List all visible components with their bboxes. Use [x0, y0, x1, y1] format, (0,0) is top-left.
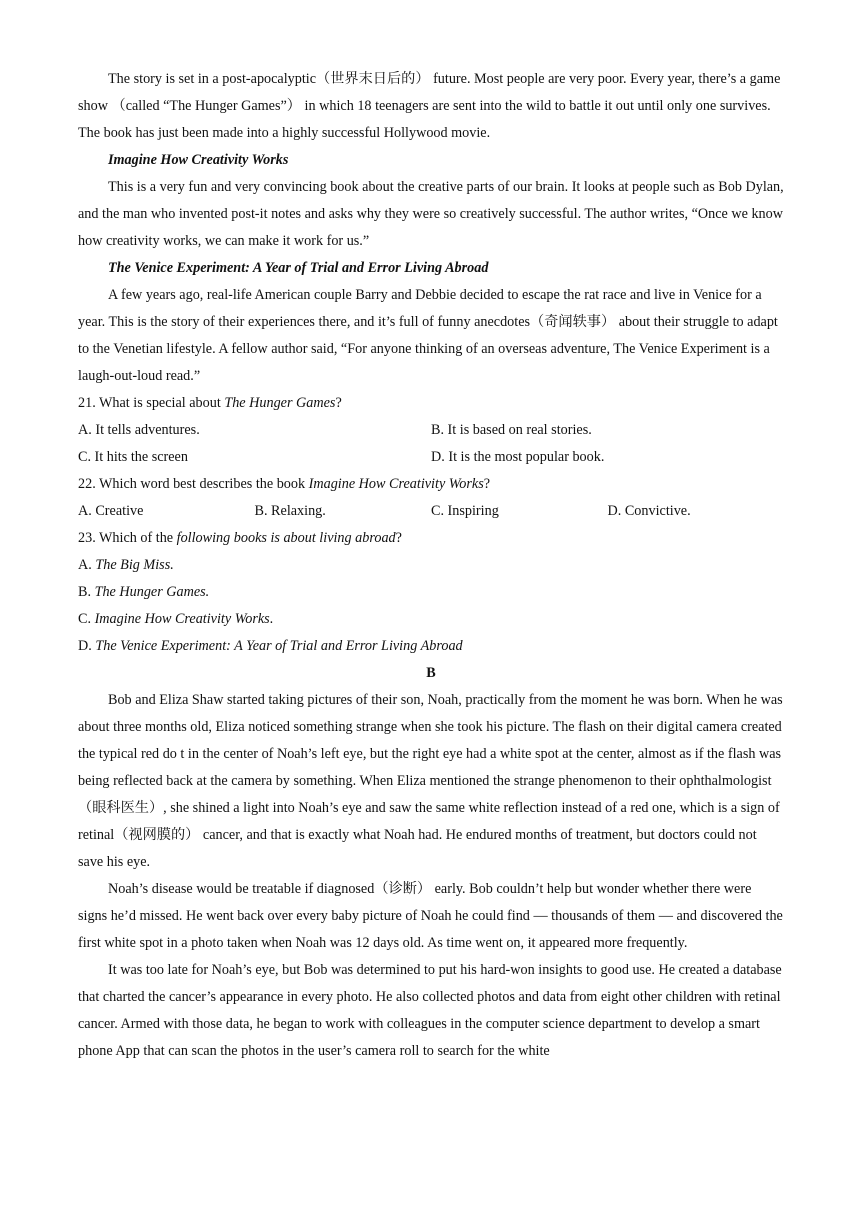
question-23-suffix: ? [395, 530, 402, 546]
option-21-b: B. It is based on real stories. [431, 422, 592, 438]
section-b-label: B [426, 665, 436, 681]
option-23-a-label: A. [78, 557, 96, 573]
question-23-italic: following books is about living abroad [176, 530, 396, 546]
question-23 [78, 525, 784, 552]
question-21 [78, 390, 784, 417]
book-heading-imagine: Imagine How Creativity Works [108, 152, 289, 168]
question-21-suffix: ? [335, 395, 342, 411]
option-23-b-text: The Hunger Games. [94, 584, 210, 600]
option-22-c: C. Inspiring [431, 503, 499, 519]
question-22-title: Imagine How Creativity Works [308, 476, 484, 492]
question-21-options-row-1 [78, 417, 784, 444]
option-23-d-label: D. [78, 638, 96, 654]
passage-a-paragraph-1: The story is set in a post-apocalyptic（世界末日后的） future. Most people are very poor. Every year, there’s a game show （called “The Hunger Games”） in which 18 teenagers are sent into the wild to battle it out until only one survives. The book has just been made into a highly successful Hollywood movie. [78, 71, 781, 141]
question-21-prefix: 21. What is special about [78, 395, 225, 411]
document-page [78, 66, 784, 1065]
option-23-c-text: Imagine How Creativity Works [94, 611, 270, 627]
option-21-d: D. It is the most popular book. [431, 449, 605, 465]
passage-b-paragraph-1: Bob and Eliza Shaw started taking pictures of their son, Noah, practically from the moment he was born. When he was about three months old, Eliza noticed something strange when she took his picture. The flash on their digital camera created the typical red do t in the center of Noah’s left eye, but the right eye had a white spot at the center, almost as if the flash was being reflected back at the camera by something. When Eliza mentioned the strange phenomenon to their ophthalmologist（眼科医生）, she shined a light into Noah’s eye and saw the same white reflection instead of a red one, which is a sign of retinal（视网膜的） cancer, and that is exactly what Noah had. He endured months of treatment, but doctors could not save his eye. [78, 692, 783, 870]
option-23-c-label: C. [78, 611, 95, 627]
question-22-prefix: 22. Which word best describes the book [78, 476, 309, 492]
option-23-c-suffix: . [269, 611, 274, 627]
option-21-a: A. It tells adventures. [78, 422, 200, 438]
passage-a-paragraph-2: This is a very fun and very convincing book about the creative parts of our brain. It looks at people such as Bob Dylan, and the man who invented post-it notes and asks why they were so creatively successful. The author writes, “Once we know how creativity works, we can make it work for us.” [78, 179, 784, 249]
question-23-prefix: 23. Which of the [78, 530, 177, 546]
option-21-c: C. It hits the screen [78, 449, 188, 465]
option-23-d [78, 633, 784, 660]
question-22 [78, 471, 784, 498]
option-22-d: D. Convictive. [607, 503, 691, 519]
question-22-suffix: ? [483, 476, 491, 492]
option-23-b [78, 579, 784, 606]
question-21-title: The Hunger Games [224, 395, 336, 411]
question-22-options [78, 498, 784, 525]
option-23-b-label: B. [78, 584, 95, 600]
book-heading-venice: The Venice Experiment: A Year of Trial and Error Living Abroad [108, 260, 489, 276]
option-23-a [78, 552, 784, 579]
option-23-c [78, 606, 784, 633]
passage-b-paragraph-2: Noah’s disease would be treatable if diagnosed（诊断） early. Bob couldn’t help but wonder whether there were signs he’d missed. He went back over every baby picture of Noah he could find — thousands of them — and discovered the first white spot in a photo taken when Noah was 12 days old. As time went on, it appeared more frequently. [78, 881, 783, 951]
option-22-a: A. Creative [78, 503, 144, 519]
option-22-b: B. Relaxing. [254, 503, 326, 519]
option-23-d-text: The Venice Experiment: A Year of Trial and Error Living Abroad [95, 638, 463, 654]
option-23-a-text: The Big Miss. [95, 557, 174, 573]
passage-a-paragraph-3: A few years ago, real-life American couple Barry and Debbie decided to escape the rat race and live in Venice for a year. This is the story of their experiences there, and it’s full of funny anecdotes（奇闻轶事） about their struggle to adapt to the Venetian lifestyle. A fellow author said, “For anyone thinking of an overseas adventure, The Venice Experiment is a laugh-out-loud read.” [78, 287, 778, 384]
question-21-options-row-2 [78, 444, 784, 471]
passage-b-paragraph-3: It was too late for Noah’s eye, but Bob was determined to put his hard-won insights to good use. He created a database that charted the cancer’s appearance in every photo. He also collected photos and data from eight other children with retinal cancer. Armed with those data, he began to work with colleagues in the computer science department to develop a smart phone App that can scan the photos in the user’s camera roll to search for the white [78, 962, 782, 1059]
